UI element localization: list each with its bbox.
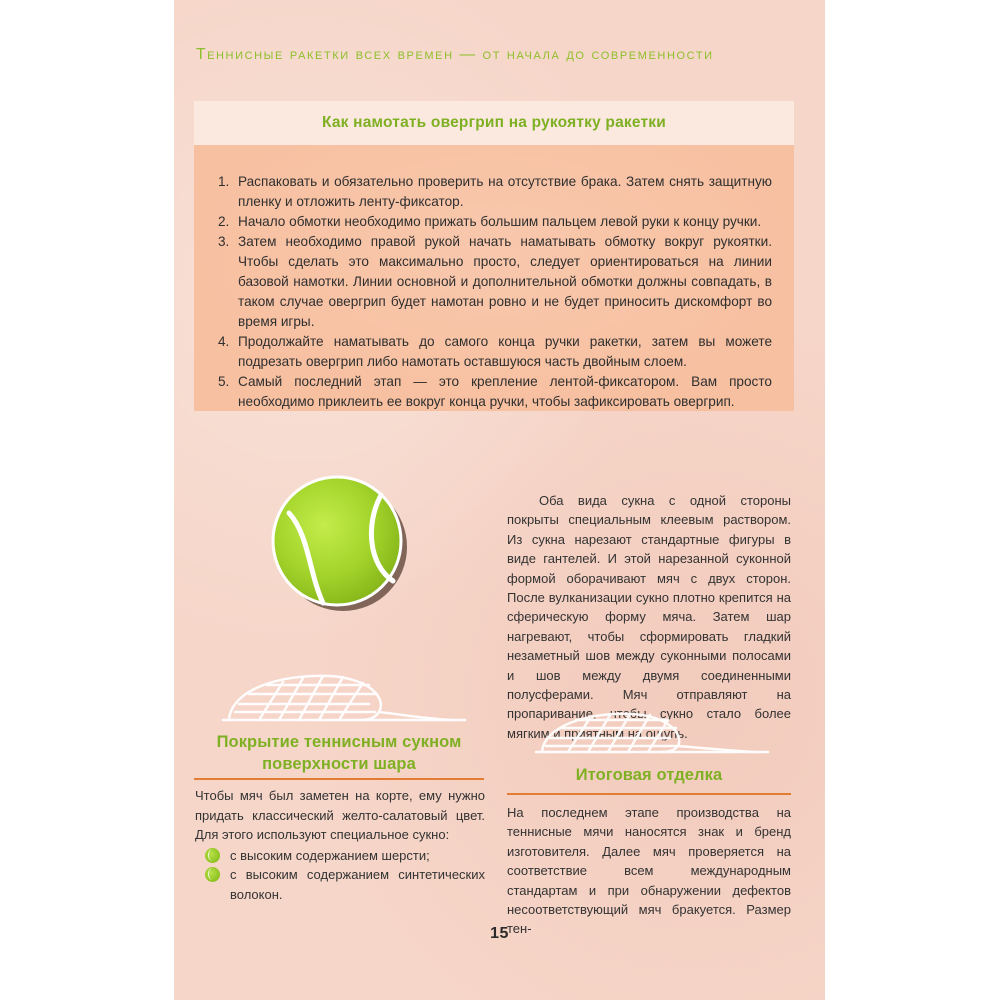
list-item: 5. Самый последний этап — это крепление лентой-фиксатором. Вам просто необходимо приклеить ее вокруг конца ручки, чтобы зафиксировать овергрип. xyxy=(218,374,772,409)
list-item: с высоким содержанием шерсти; xyxy=(195,846,485,866)
tennis-ball-bullet-icon xyxy=(205,867,220,882)
fabric-list xyxy=(195,846,485,905)
list-item: 3. Затем необходимо правой рукой начать наматывать обмотку вокруг рукоятки. Чтобы сделать это максимально просто, следует ориентироваться на линии базовой намотки. Линии основной и дополнительной обмотки должны совпадать, в таком случае овергрип будет намотан ровно и не будет приносить дискомфорт во время игры. xyxy=(218,234,772,329)
instruction-box xyxy=(194,101,794,411)
section-rule-left xyxy=(194,778,484,780)
tennis-ball-icon xyxy=(269,473,409,613)
instruction-box-body xyxy=(194,145,794,411)
right-column-bottom-text: На последнем этапе производства на теннисные мячи наносятся знак и бренд изготовителя. Далее мяч проверяется на соответствие всем международным стандартам и при обнаружении дефектов несоответствующий мяч бракуется. Размер тен- xyxy=(507,805,791,937)
instruction-box-header xyxy=(194,101,794,145)
list-item: 2. Начало обмотки необходимо прижать большим пальцем левой руки к концу ручки. xyxy=(218,214,762,229)
page-number: 15 xyxy=(490,925,509,942)
list-item: 1. Распаковать и обязательно проверить на отсутствие брака. Затем снять защитную пленку и отложить ленту-фиксатор. xyxy=(218,174,772,209)
section-rule-right xyxy=(507,793,791,795)
tennis-ball-bullet-icon xyxy=(205,848,220,863)
list-item: с высоким содержанием синтетических волокон. xyxy=(195,865,485,904)
running-head: Теннисные ракетки всех времен — от начала до современности xyxy=(196,46,714,63)
tennis-racket-icon xyxy=(219,668,469,724)
section-title-left: Покрытие теннисным сукном поверхности шара xyxy=(216,733,462,773)
instruction-box-title: Как намотать овергрип на рукоятку ракетки xyxy=(322,114,666,131)
list-item: 4. Продолжайте наматывать до самого конца ручки ракетки, затем вы можете подрезать овергрип либо намотать оставшуюся часть двойным слоем. xyxy=(218,334,772,369)
left-column-text: Чтобы мяч был заметен на корте, ему нужно придать классический желто-салатовый цвет. Для этого используют специальное сукно: с высоким содержанием шерсти; с высоким содержанием синтетических волокон. xyxy=(195,786,485,905)
book-page xyxy=(174,0,825,1000)
steps-list xyxy=(218,172,772,412)
section-title-right: Итоговая отделка xyxy=(575,766,723,784)
tennis-racket-icon xyxy=(532,706,772,756)
right-column-text: Оба вида сукна с одной стороны покрыты специальным клеевым раствором. Из сукна нарезают стандартные фигуры в виде гантелей. И этой нарезанной суконной формой оборачивают мяч с двух сторон. После вулканизации сукно плотно крепится на сферическую форму мяча. Затем шар нагревают, чтобы сформировать гладкий незаметный шов между суконными полосами и шов между двумя соединенными полусферами. Мяч отправляют на пропаривание, чтобы сукно стало более мягким и приятным на ощупь. xyxy=(507,493,791,741)
